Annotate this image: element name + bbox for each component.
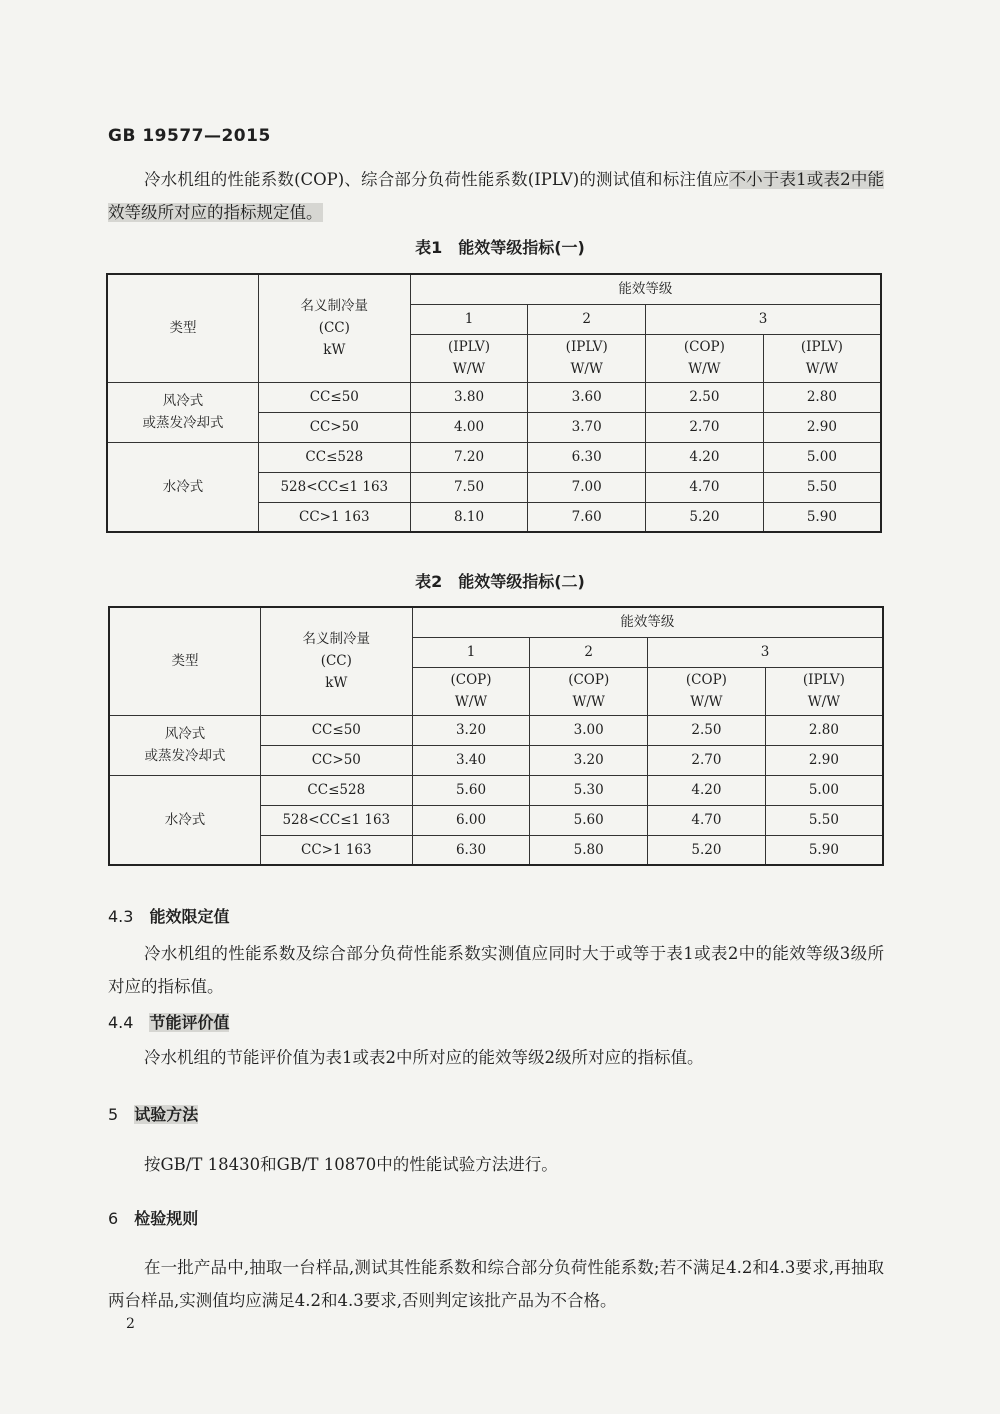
metric-cell [412,667,530,715]
capacity-cell: 528<CC≤1 163 [258,472,410,502]
value-cell: 2.50 [648,715,766,745]
capacity-symbol: (CC) [318,320,350,337]
type-cell [107,382,258,442]
metric-label: (COP) [450,672,492,688]
value-cell: 2.70 [648,745,766,775]
metric-cell [410,334,528,382]
value-cell: 5.00 [763,442,881,472]
table2-caption: 表2 能效等级指标(二) [415,572,585,591]
value-cell: 3.80 [410,382,528,412]
value-cell: 5.00 [765,775,883,805]
metric-cell [765,667,883,715]
metric-label: (IPLV) [447,339,491,355]
value-cell: 4.70 [646,472,764,502]
metric-unit: W/W [454,694,488,710]
value-cell: 2.50 [646,382,764,412]
intro-text: 冷水机组的性能系数(COP)、综合部分负荷性能系数(IPLV)的测试值和标注值应 [144,170,730,189]
doc-code: GB 19577—2015 [108,126,271,146]
value-cell: 5.50 [765,805,883,835]
grade-2: 2 [528,304,646,334]
value-cell: 4.20 [646,442,764,472]
table-row [109,715,883,745]
value-cell: 3.60 [528,382,646,412]
metric-label: (COP) [685,672,727,688]
table-row [109,775,883,805]
value-cell: 3.40 [412,745,530,775]
section-4-3-body: 冷水机组的性能系数及综合部分负荷性能系数实测值应同时大于或等于表1或表2中的能效等级3级所对应的指标值。 [108,944,884,996]
value-cell: 2.70 [646,412,764,442]
metric-label: (IPLV) [802,672,845,688]
table-row [107,442,881,472]
section-4-3-heading [108,904,229,927]
metric-label: (IPLV) [565,339,608,355]
capacity-label: 名义制冷量 [302,631,371,648]
header-grade: 能效等级 [412,607,883,637]
capacity-cell: CC≤528 [258,442,410,472]
capacity-label: 名义制冷量 [300,298,369,315]
value-cell: 5.20 [648,835,766,865]
section-title: 节能评价值 [149,1013,230,1032]
header-type: 类型 [109,607,260,715]
value-cell: 7.60 [528,502,646,532]
value-cell: 6.30 [412,835,530,865]
header-grade: 能效等级 [410,274,881,304]
value-cell: 5.60 [530,805,648,835]
section-number: 5 [108,1105,119,1124]
table1 [106,273,882,533]
grade-3: 3 [648,637,883,667]
type-label: 水冷式 [164,811,206,828]
capacity-cell: CC>50 [260,745,412,775]
metric-cell [530,667,648,715]
value-cell: 5.50 [763,472,881,502]
value-cell: 5.60 [412,775,530,805]
section-5-body: 按GB/T 18430和GB/T 10870中的性能试验方法进行。 [144,1155,558,1174]
metric-unit: W/W [690,694,723,710]
section-number: 6 [108,1209,119,1228]
section-title: 检验规则 [134,1209,199,1228]
section-6-body: 在一批产品中,抽取一台样品,测试其性能系数和综合部分负荷性能系数;若不满足4.2和4.3要求,再抽取两台样品,实测值均应满足4.2和4.3要求,否则判定该批产品为不合格。 [108,1258,884,1310]
capacity-cell: 528<CC≤1 163 [260,805,412,835]
section-4-4-body: 冷水机组的节能评价值为表1或表2中所对应的能效等级2级所对应的指标值。 [144,1048,704,1067]
value-cell: 7.00 [528,472,646,502]
section-title: 试验方法 [134,1105,199,1124]
type-label: 风冷式 [162,393,204,409]
metric-cell [763,334,881,382]
value-cell: 3.20 [412,715,530,745]
metric-unit: W/W [570,361,603,377]
value-cell: 5.90 [763,502,881,532]
value-cell: 7.20 [410,442,528,472]
type-cell [109,775,260,865]
value-cell: 5.20 [646,502,764,532]
metric-unit: W/W [452,361,486,377]
grade-3: 3 [646,304,881,334]
capacity-unit: kW [325,675,348,692]
section-number: 4.4 [108,1013,134,1032]
metric-unit: W/W [572,694,605,710]
value-cell: 3.00 [530,715,648,745]
type-cell [109,715,260,775]
metric-cell [528,334,646,382]
type-cell [107,442,258,532]
section-title: 能效限定值 [149,907,230,926]
metric-label: (IPLV) [800,339,843,355]
type-label: 水冷式 [162,478,204,495]
type-label: 风冷式 [164,726,206,742]
intro-highlight: 不小于表1或表2中能效等级所对应的指标规定值。 [108,170,884,222]
value-cell: 5.90 [765,835,883,865]
value-cell: 3.70 [528,412,646,442]
capacity-symbol: (CC) [320,653,352,670]
value-cell: 5.30 [530,775,648,805]
capacity-cell: CC>1 163 [258,502,410,532]
capacity-unit: kW [323,342,346,359]
value-cell: 6.30 [528,442,646,472]
metric-label: (COP) [683,339,725,355]
capacity-cell: CC≤50 [258,382,410,412]
value-cell: 4.20 [648,775,766,805]
value-cell: 7.50 [410,472,528,502]
metric-unit: W/W [688,361,721,377]
intro-paragraph [108,163,884,229]
value-cell: 2.80 [763,382,881,412]
capacity-cell: CC>50 [258,412,410,442]
header-capacity [260,607,412,715]
metric-cell [646,334,764,382]
value-cell: 8.10 [410,502,528,532]
capacity-cell: CC>1 163 [260,835,412,865]
value-cell: 4.00 [410,412,528,442]
table-row [107,382,881,412]
section-6-heading [108,1206,198,1229]
capacity-cell: CC≤50 [260,715,412,745]
value-cell: 3.20 [530,745,648,775]
metric-label: (COP) [568,672,610,688]
value-cell: 5.80 [530,835,648,865]
table2 [108,606,884,866]
section-4-4-heading [108,1010,229,1033]
capacity-cell: CC≤528 [260,775,412,805]
header-capacity [258,274,410,382]
metric-cell [648,667,766,715]
section-number: 4.3 [108,907,134,926]
value-cell: 6.00 [412,805,530,835]
value-cell: 2.90 [763,412,881,442]
grade-1: 1 [412,637,530,667]
grade-2: 2 [530,637,648,667]
value-cell: 2.80 [765,715,883,745]
table1-caption: 表1 能效等级指标(一) [415,238,585,257]
metric-unit: W/W [807,694,841,710]
page-number: 2 [126,1316,135,1332]
value-cell: 2.90 [765,745,883,775]
type-label: 或蒸发冷却式 [142,415,224,431]
header-type: 类型 [107,274,258,382]
type-label: 或蒸发冷却式 [144,748,226,764]
grade-1: 1 [410,304,528,334]
section-5-heading [108,1102,198,1125]
metric-unit: W/W [805,361,839,377]
value-cell: 4.70 [648,805,766,835]
